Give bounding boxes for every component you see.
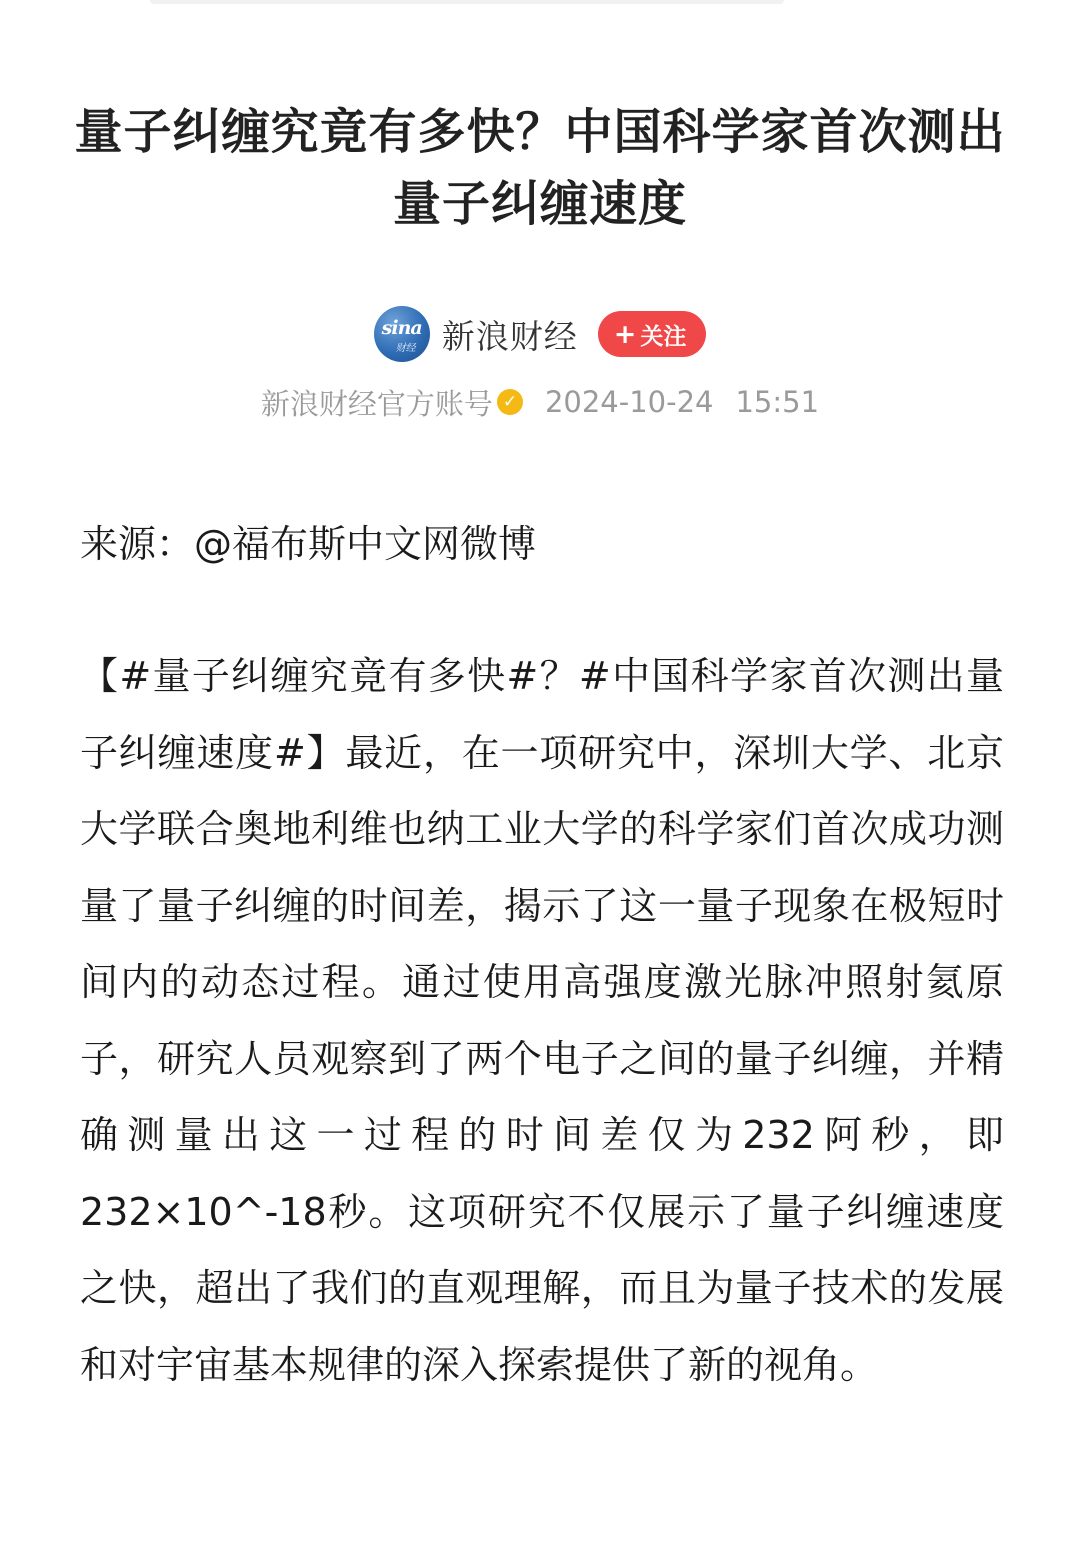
author-row xyxy=(0,306,1080,362)
follow-button[interactable] xyxy=(598,311,707,357)
plus-icon: + xyxy=(613,318,637,350)
author-name[interactable]: 新浪财经 xyxy=(441,316,578,356)
publish-date: 2024-10-24 xyxy=(544,385,714,419)
verified-badge-icon: ✓ xyxy=(497,389,523,415)
sina-finance-logo-subtext: 财经 xyxy=(395,343,416,354)
account-label: 新浪财经官方账号 xyxy=(260,386,493,421)
author-avatar[interactable] xyxy=(374,306,430,362)
source-line: 来源：@福布斯中文网微博 xyxy=(80,522,537,566)
publish-time: 15:51 xyxy=(735,385,820,419)
article-meta xyxy=(0,380,1080,424)
sina-finance-logo-icon: sina xyxy=(381,317,422,339)
article-title: 量子纠缠究竟有多快？中国科学家首次测出量子纠缠速度 xyxy=(74,104,1006,232)
top-scroll-edge xyxy=(150,0,784,4)
article-body: 【#量子纠缠究竟有多快#？#中国科学家首次测出量子纠缠速度#】最近，在一项研究中，深圳大学、北京大学联合奥地利维也纳工业大学的科学家们首次成功测量了量子纠缠的时间差，揭示了这一量子现象在极短时间内的动态过程。通过使用高强度激光脉冲照射氦原子，研究人员观察到了两个电子之间的量子纠缠，并精确测量出这一过程的时间差仅为232阿秒，即232×10^-18秒。这项研究不仅展示了量子纠缠速度之快，超出了我们的直观理解，而且为量子技术的发展和对宇宙基本规律的深入探索提供了新的视角。 xyxy=(80,654,1004,1387)
follow-label: 关注 xyxy=(640,323,687,350)
